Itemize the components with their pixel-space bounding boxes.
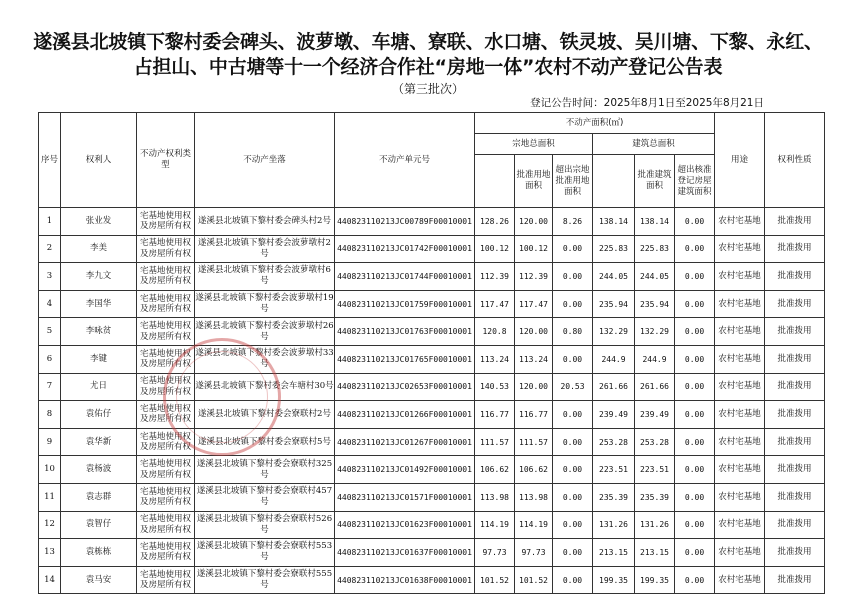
cell-building-approved: 244.05 (635, 263, 675, 291)
cell-land-approved: 120.00 (515, 208, 553, 236)
cell-nature: 批准拨用 (765, 566, 825, 594)
cell-building-approved: 199.35 (635, 566, 675, 594)
header-right-type: 不动产权利类型 (137, 113, 195, 208)
cell-unit-no: 440823110213JC01492F00010001 (335, 456, 475, 484)
cell-nature: 批准拨用 (765, 345, 825, 373)
header-nature: 权利性质 (765, 113, 825, 208)
cell-land-approved: 114.19 (515, 511, 553, 539)
cell-right-type: 宅基地使用权及房屋所有权 (137, 373, 195, 401)
cell-nature: 批准拨用 (765, 290, 825, 318)
cell-right-type: 宅基地使用权及房屋所有权 (137, 208, 195, 236)
cell-building-exceed: 0.00 (675, 373, 715, 401)
cell-building-exceed: 0.00 (675, 483, 715, 511)
table-row (39, 235, 825, 263)
cell-owner: 袁佑仔 (61, 401, 137, 429)
cell-location: 遂溪县北坡镇下黎村委会车塘村30号 (195, 373, 335, 401)
cell-building-approved: 261.66 (635, 373, 675, 401)
cell-land-approved: 100.12 (515, 235, 553, 263)
cell-use: 农村宅基地 (715, 401, 765, 429)
header-building-total-value (593, 155, 635, 208)
cell-land-total: 100.12 (475, 235, 515, 263)
cell-land-approved: 106.62 (515, 456, 553, 484)
cell-right-type: 宅基地使用权及房屋所有权 (137, 566, 195, 594)
cell-owner: 袁智仔 (61, 511, 137, 539)
cell-land-exceed: 0.00 (553, 539, 593, 567)
cell-seq: 11 (39, 483, 61, 511)
header-unit-no: 不动产单元号 (335, 113, 475, 208)
cell-land-total: 101.52 (475, 566, 515, 594)
cell-use: 农村宅基地 (715, 483, 765, 511)
cell-nature: 批准拨用 (765, 208, 825, 236)
cell-owner: 李国华 (61, 290, 137, 318)
cell-owner: 尤日 (61, 373, 137, 401)
cell-land-total: 117.47 (475, 290, 515, 318)
cell-location: 遂溪县北坡镇下黎村委会寮联村555号 (195, 566, 335, 594)
cell-building-total: 199.35 (593, 566, 635, 594)
cell-location: 遂溪县北坡镇下黎村委会寮联村457号 (195, 483, 335, 511)
cell-land-exceed: 0.00 (553, 345, 593, 373)
header-land-approved: 批准用地面积 (515, 155, 553, 208)
cell-seq: 10 (39, 456, 61, 484)
cell-building-total: 244.9 (593, 345, 635, 373)
cell-building-total: 225.83 (593, 235, 635, 263)
cell-right-type: 宅基地使用权及房屋所有权 (137, 345, 195, 373)
table-row (39, 566, 825, 594)
cell-land-exceed: 0.00 (553, 263, 593, 291)
cell-right-type: 宅基地使用权及房屋所有权 (137, 483, 195, 511)
cell-seq: 9 (39, 428, 61, 456)
cell-owner: 李键 (61, 345, 137, 373)
cell-location: 遂溪县北坡镇下黎村委会波萝墩村26号 (195, 318, 335, 346)
table-row (39, 456, 825, 484)
cell-seq: 7 (39, 373, 61, 401)
cell-use: 农村宅基地 (715, 208, 765, 236)
cell-use: 农村宅基地 (715, 456, 765, 484)
cell-use: 农村宅基地 (715, 345, 765, 373)
title-line-1: 遂溪县北坡镇下黎村委会碑头、波萝墩、车塘、寮联、水口塘、铁灵坡、吴川塘、下黎、永红、 (33, 31, 823, 53)
cell-land-exceed: 0.00 (553, 511, 593, 539)
cell-nature: 批准拨用 (765, 539, 825, 567)
cell-building-approved: 132.29 (635, 318, 675, 346)
table-row (39, 263, 825, 291)
cell-nature: 批准拨用 (765, 235, 825, 263)
cell-building-approved: 235.94 (635, 290, 675, 318)
cell-seq: 8 (39, 401, 61, 429)
cell-use: 农村宅基地 (715, 373, 765, 401)
cell-use: 农村宅基地 (715, 511, 765, 539)
cell-building-exceed: 0.00 (675, 318, 715, 346)
cell-location: 遂溪县北坡镇下黎村委会寮联村553号 (195, 539, 335, 567)
cell-land-approved: 120.00 (515, 318, 553, 346)
header-land-exceed: 超出宗地批准用地面积 (553, 155, 593, 208)
cell-building-exceed: 0.00 (675, 235, 715, 263)
header-building-approved: 批准建筑面积 (635, 155, 675, 208)
cell-land-total: 106.62 (475, 456, 515, 484)
cell-owner: 袁杨波 (61, 456, 137, 484)
cell-owner: 袁志群 (61, 483, 137, 511)
header-seq: 序号 (39, 113, 61, 208)
cell-land-approved: 97.73 (515, 539, 553, 567)
cell-location: 遂溪县北坡镇下黎村委会波萝墩村6号 (195, 263, 335, 291)
cell-land-total: 111.57 (475, 428, 515, 456)
cell-unit-no: 440823110213JC02653F00010001 (335, 373, 475, 401)
cell-use: 农村宅基地 (715, 539, 765, 567)
cell-seq: 2 (39, 235, 61, 263)
table-row (39, 373, 825, 401)
cell-land-approved: 116.77 (515, 401, 553, 429)
cell-right-type: 宅基地使用权及房屋所有权 (137, 318, 195, 346)
cell-owner: 张业发 (61, 208, 137, 236)
cell-land-approved: 113.24 (515, 345, 553, 373)
header-land-total: 宗地总面积 (475, 134, 593, 155)
cell-nature: 批准拨用 (765, 483, 825, 511)
cell-land-total: 114.19 (475, 511, 515, 539)
cell-building-exceed: 0.00 (675, 345, 715, 373)
cell-building-total: 235.94 (593, 290, 635, 318)
cell-unit-no: 440823110213JC01763F00010001 (335, 318, 475, 346)
cell-location: 遂溪县北坡镇下黎村委会波萝墩村2号 (195, 235, 335, 263)
cell-building-exceed: 0.00 (675, 263, 715, 291)
cell-right-type: 宅基地使用权及房屋所有权 (137, 456, 195, 484)
cell-land-exceed: 0.80 (553, 318, 593, 346)
cell-land-approved: 117.47 (515, 290, 553, 318)
table-body (39, 208, 825, 594)
cell-building-approved: 138.14 (635, 208, 675, 236)
header-location: 不动产坐落 (195, 113, 335, 208)
cell-building-exceed: 0.00 (675, 290, 715, 318)
cell-owner: 李九文 (61, 263, 137, 291)
cell-land-total: 128.26 (475, 208, 515, 236)
cell-location: 遂溪县北坡镇下黎村委会寮联村2号 (195, 401, 335, 429)
cell-land-total: 140.53 (475, 373, 515, 401)
cell-seq: 6 (39, 345, 61, 373)
table-row (39, 208, 825, 236)
cell-land-approved: 111.57 (515, 428, 553, 456)
cell-right-type: 宅基地使用权及房屋所有权 (137, 428, 195, 456)
cell-land-exceed: 0.00 (553, 456, 593, 484)
cell-right-type: 宅基地使用权及房屋所有权 (137, 263, 195, 291)
cell-nature: 批准拨用 (765, 428, 825, 456)
table-row (39, 290, 825, 318)
announcement-period: 登记公告时间：2025年8月1日至2025年8月21日 (530, 97, 764, 109)
cell-nature: 批准拨用 (765, 318, 825, 346)
cell-building-total: 213.15 (593, 539, 635, 567)
cell-seq: 1 (39, 208, 61, 236)
cell-land-exceed: 20.53 (553, 373, 593, 401)
cell-land-approved: 112.39 (515, 263, 553, 291)
cell-use: 农村宅基地 (715, 235, 765, 263)
cell-building-exceed: 0.00 (675, 511, 715, 539)
cell-land-total: 97.73 (475, 539, 515, 567)
cell-unit-no: 440823110213JC01266F00010001 (335, 401, 475, 429)
title-line-2: 占担山、中古塘等十一个经济合作社“房地一体”农村不动产登记公告表 (133, 56, 723, 78)
cell-land-exceed: 0.00 (553, 290, 593, 318)
cell-use: 农村宅基地 (715, 566, 765, 594)
header-use: 用途 (715, 113, 765, 208)
cell-building-exceed: 0.00 (675, 456, 715, 484)
cell-building-approved: 253.28 (635, 428, 675, 456)
cell-building-total: 261.66 (593, 373, 635, 401)
cell-unit-no: 440823110213JC01571F00010001 (335, 483, 475, 511)
cell-building-total: 239.49 (593, 401, 635, 429)
table-row (39, 401, 825, 429)
cell-unit-no: 440823110213JC01744F00010001 (335, 263, 475, 291)
table-row (39, 318, 825, 346)
cell-building-exceed: 0.00 (675, 539, 715, 567)
cell-location: 遂溪县北坡镇下黎村委会寮联村5号 (195, 428, 335, 456)
batch-label: （第三批次） (391, 82, 464, 96)
cell-nature: 批准拨用 (765, 263, 825, 291)
cell-land-exceed: 0.00 (553, 566, 593, 594)
cell-right-type: 宅基地使用权及房屋所有权 (137, 511, 195, 539)
cell-seq: 14 (39, 566, 61, 594)
cell-building-exceed: 0.00 (675, 208, 715, 236)
table-row (39, 483, 825, 511)
header-land-total-value (475, 155, 515, 208)
cell-land-total: 112.39 (475, 263, 515, 291)
cell-unit-no: 440823110213JC01267F00010001 (335, 428, 475, 456)
cell-right-type: 宅基地使用权及房屋所有权 (137, 235, 195, 263)
cell-land-approved: 101.52 (515, 566, 553, 594)
cell-nature: 批准拨用 (765, 373, 825, 401)
table-row (39, 539, 825, 567)
cell-unit-no: 440823110213JC01637F00010001 (335, 539, 475, 567)
cell-location: 遂溪县北坡镇下黎村委会寮联村526号 (195, 511, 335, 539)
cell-building-exceed: 0.00 (675, 401, 715, 429)
cell-seq: 13 (39, 539, 61, 567)
cell-right-type: 宅基地使用权及房屋所有权 (137, 539, 195, 567)
header-area: 不动产面积(㎡) (475, 113, 715, 134)
cell-building-total: 244.05 (593, 263, 635, 291)
cell-location: 遂溪县北坡镇下黎村委会波萝墩村33号 (195, 345, 335, 373)
cell-building-approved: 235.39 (635, 483, 675, 511)
cell-unit-no: 440823110213JC01759F00010001 (335, 290, 475, 318)
cell-unit-no: 440823110213JC01638F00010001 (335, 566, 475, 594)
cell-building-total: 235.39 (593, 483, 635, 511)
cell-land-exceed: 8.26 (553, 208, 593, 236)
cell-use: 农村宅基地 (715, 263, 765, 291)
cell-land-exceed: 0.00 (553, 401, 593, 429)
cell-building-approved: 225.83 (635, 235, 675, 263)
cell-building-exceed: 0.00 (675, 428, 715, 456)
cell-seq: 4 (39, 290, 61, 318)
cell-location: 遂溪县北坡镇下黎村委会波萝墩村19号 (195, 290, 335, 318)
header-building-total: 建筑总面积 (593, 134, 715, 155)
cell-land-approved: 113.98 (515, 483, 553, 511)
cell-building-approved: 131.26 (635, 511, 675, 539)
cell-land-exceed: 0.00 (553, 235, 593, 263)
cell-seq: 5 (39, 318, 61, 346)
cell-use: 农村宅基地 (715, 318, 765, 346)
registration-table (38, 112, 825, 594)
cell-building-total: 131.26 (593, 511, 635, 539)
cell-unit-no: 440823110213JC00789F00010001 (335, 208, 475, 236)
table-row (39, 345, 825, 373)
cell-building-approved: 223.51 (635, 456, 675, 484)
cell-building-total: 138.14 (593, 208, 635, 236)
cell-land-total: 113.24 (475, 345, 515, 373)
cell-owner: 李咏贫 (61, 318, 137, 346)
cell-right-type: 宅基地使用权及房屋所有权 (137, 401, 195, 429)
cell-right-type: 宅基地使用权及房屋所有权 (137, 290, 195, 318)
cell-owner: 袁栋栋 (61, 539, 137, 567)
cell-owner: 袁华新 (61, 428, 137, 456)
cell-location: 遂溪县北坡镇下黎村委会碑头村2号 (195, 208, 335, 236)
cell-land-total: 116.77 (475, 401, 515, 429)
header-building-exceed: 超出核准登记房屋建筑面积 (675, 155, 715, 208)
cell-location: 遂溪县北坡镇下黎村委会寮联村325号 (195, 456, 335, 484)
cell-seq: 12 (39, 511, 61, 539)
cell-building-approved: 239.49 (635, 401, 675, 429)
cell-land-exceed: 0.00 (553, 428, 593, 456)
table-row (39, 511, 825, 539)
cell-unit-no: 440823110213JC01765F00010001 (335, 345, 475, 373)
header-owner: 权利人 (61, 113, 137, 208)
cell-unit-no: 440823110213JC01623F00010001 (335, 511, 475, 539)
document-title (20, 30, 836, 80)
cell-use: 农村宅基地 (715, 428, 765, 456)
cell-land-approved: 120.00 (515, 373, 553, 401)
cell-owner: 李美 (61, 235, 137, 263)
cell-owner: 袁马安 (61, 566, 137, 594)
cell-building-approved: 213.15 (635, 539, 675, 567)
cell-land-total: 113.98 (475, 483, 515, 511)
table-row (39, 428, 825, 456)
cell-building-total: 132.29 (593, 318, 635, 346)
cell-seq: 3 (39, 263, 61, 291)
cell-nature: 批准拨用 (765, 456, 825, 484)
cell-nature: 批准拨用 (765, 511, 825, 539)
cell-building-total: 253.28 (593, 428, 635, 456)
cell-nature: 批准拨用 (765, 401, 825, 429)
cell-building-total: 223.51 (593, 456, 635, 484)
cell-building-approved: 244.9 (635, 345, 675, 373)
cell-land-total: 120.8 (475, 318, 515, 346)
cell-unit-no: 440823110213JC01742F00010001 (335, 235, 475, 263)
cell-use: 农村宅基地 (715, 290, 765, 318)
cell-land-exceed: 0.00 (553, 483, 593, 511)
cell-building-exceed: 0.00 (675, 566, 715, 594)
